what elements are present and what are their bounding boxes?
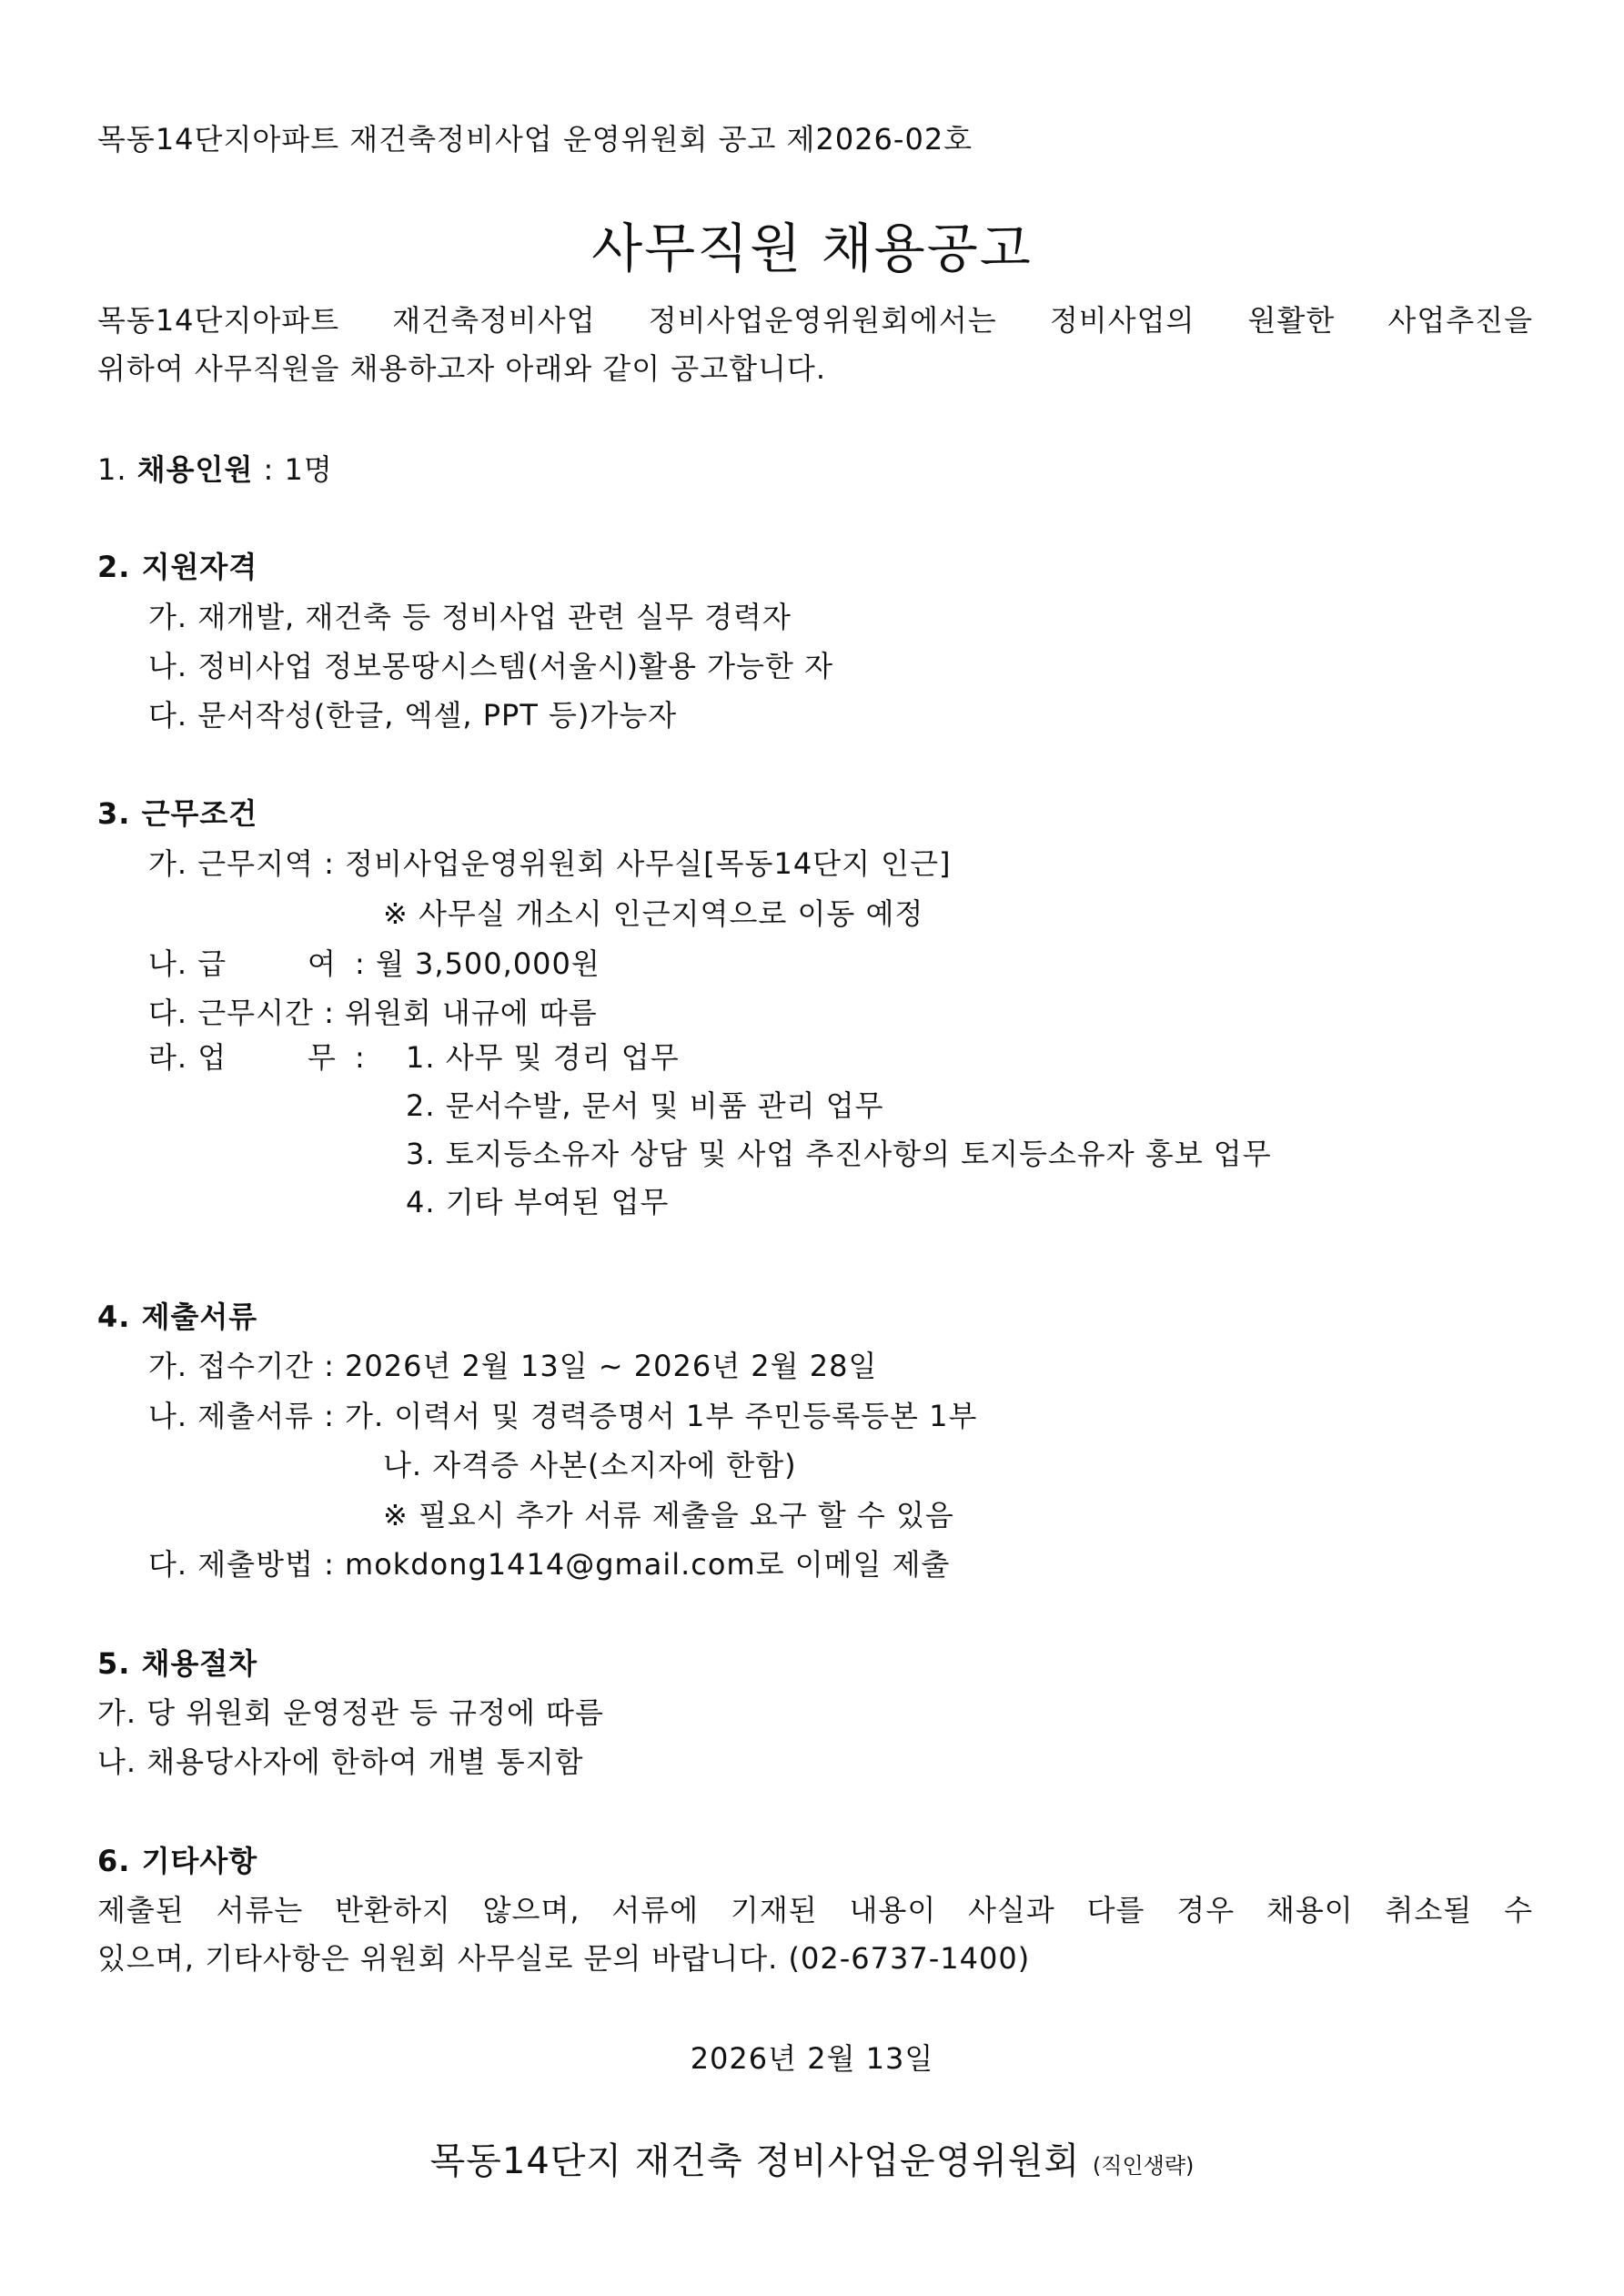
seal-omitted-note: (직인생략) [1092, 2153, 1195, 2179]
notice-number: 목동14단지아파트 재건축정비사업 운영위원회 공고 제2026-02호 [97, 122, 973, 157]
organization-name: 목동14단지 재건축 정비사업운영위원회 [429, 2140, 1081, 2182]
section-1-value: : 1명 [253, 452, 333, 487]
section-2-item: 나. 정비사업 정보몽땅시스템(서울시)활용 가능한 자 [148, 649, 833, 683]
footer-organization [0, 2139, 1624, 2189]
duty-item: 4. 기타 부여된 업무 [406, 1185, 670, 1219]
intro-line-2: 위하여 사무직원을 채용하고자 아래와 같이 공고합니다. [97, 351, 827, 386]
announcement-date: 2026년 2월 13일 [690, 2041, 934, 2076]
application-period: 가. 접수기간 : 2026년 2월 13일 ~ 2026년 2월 28일 [148, 1349, 878, 1383]
section-1-heading: 채용인원 [136, 452, 254, 487]
section-1 [97, 451, 333, 488]
section-6-heading: 6. 기타사항 [97, 1844, 258, 1878]
section-6-line-1: 제출된 서류는 반환하지 않으며, 서류에 기재된 내용이 사실과 다를 경우 채용이 취소될 수 [97, 1893, 1533, 1927]
section-1-number: 1. [97, 452, 127, 487]
pay-label: 나. 급 [148, 946, 227, 981]
section-4-heading: 4. 제출서류 [97, 1300, 258, 1334]
section-2-heading: 2. 지원자격 [97, 550, 258, 584]
duty-label-2: 무 [308, 1040, 337, 1075]
work-area: 가. 근무지역 : 정비사업운영위원회 사무실[목동14단지 인근] [148, 846, 952, 881]
section-3-heading: 3. 근무조건 [97, 796, 258, 831]
duty-item: 2. 문서수발, 문서 및 비품 관리 업무 [406, 1088, 884, 1123]
pay-label-2: 여 [308, 946, 337, 981]
section-2-item: 가. 재개발, 재건축 등 정비사업 관련 실무 경력자 [148, 600, 792, 634]
duty-item: 3. 토지등소유자 상담 및 사업 추진사항의 토지등소유자 홍보 업무 [406, 1137, 1272, 1171]
intro-line-1: 목동14단지아파트 재건축정비사업 정비사업운영위원회에서는 정비사업의 원활한 사업추진을 [97, 303, 1533, 338]
section-5-heading: 5. 채용절차 [97, 1646, 258, 1681]
page-title: 사무직원 채용공고 [591, 217, 1033, 279]
required-docs-note: ※ 필요시 추가 서류 제출을 요구 할 수 있음 [383, 1498, 954, 1532]
section-5-item: 가. 당 위원회 운영정관 등 규정에 따름 [97, 1695, 604, 1730]
required-docs-2: 나. 자격증 사본(소지자에 한함) [383, 1448, 797, 1482]
duty-colon: : [355, 1040, 366, 1075]
section-6-line-2: 있으며, 기타사항은 위원회 사무실로 문의 바랍니다. (02-6737-1400) [97, 1941, 1031, 1976]
section-2-item: 다. 문서작성(한글, 엑셀, PPT 등)가능자 [148, 698, 678, 733]
duty-label: 라. 업 [148, 1040, 227, 1075]
required-docs: 나. 제출서류 : 가. 이력서 및 경력증명서 1부 주민등록등본 1부 [148, 1399, 978, 1433]
pay-value: : 월 3,500,000원 [355, 946, 600, 981]
work-area-note: ※ 사무실 개소시 인근지역으로 이동 예정 [383, 896, 924, 931]
submission-method: 다. 제출방법 : mokdong1414@gmail.com로 이메일 제출 [148, 1547, 951, 1582]
duty-item: 1. 사무 및 경리 업무 [406, 1040, 680, 1075]
work-hours: 다. 근무시간 : 위원회 내규에 따름 [148, 996, 598, 1030]
section-5-item: 나. 채용당사자에 한하여 개별 통지함 [97, 1745, 584, 1779]
